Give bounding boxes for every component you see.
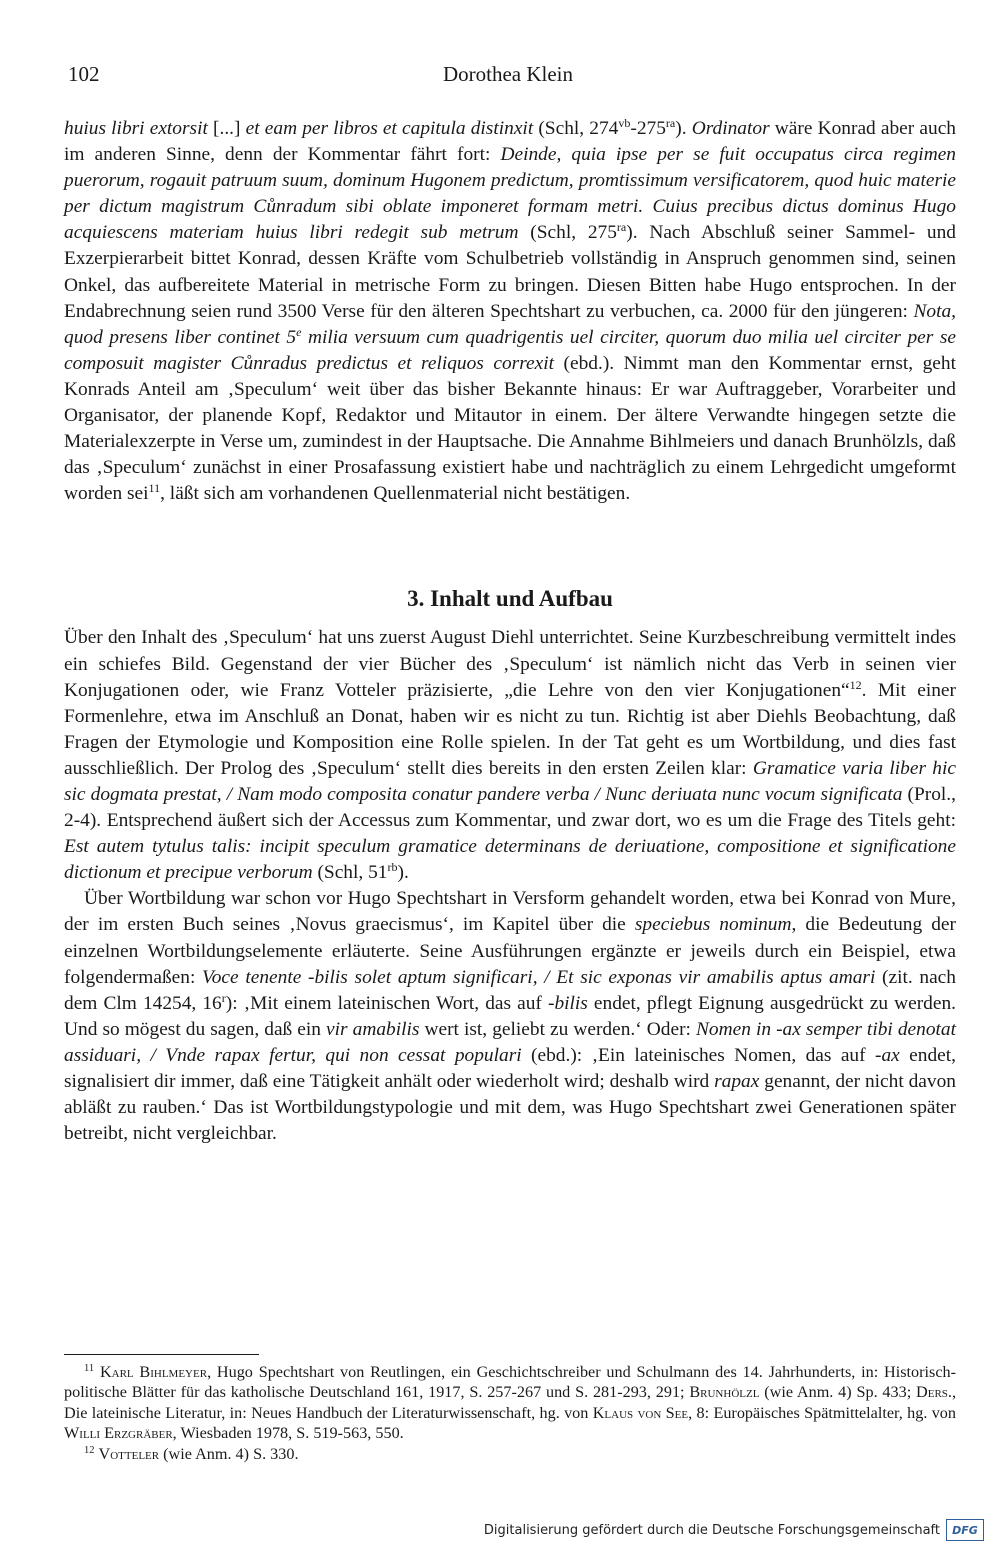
- section-heading: 3. Inhalt und Aufbau: [407, 586, 613, 612]
- footnotes: [64, 1362, 956, 1464]
- funding-text: Digitalisierung gefördert durch die Deutsche Forschungsgemeinschaft: [483, 1522, 940, 1538]
- paragraph-3: Über Wortbildung war schon vor Hugo Spechtshart in Versform gehandelt worden, etwa bei Konrad von Mure, der im ersten Buch seines ‚Novus graecismus‘, im Kapitel über die speciebus nominum, die Bedeutung der einzelnen Wortbildungselemente erläuterte. Seine Ausführungen ergänzte er jeweils durch ein Beispiel, etwa folgendermaßen: Voce tenente -bilis solet aptum significari, / Et sic exponas vir amabilis aptus amari (zit. nach dem Clm 14254, 16$^r$): ‚Mit einem lateinischen Wort, das auf -bilis endet, pflegt Eignung ausgedrückt zu werden. Und so mögest du sagen, daß ein vir amabilis wert ist, geliebt zu werden.‘ Oder: Nomen in -ax semper tibi denotat assiduari, / Vnde rapax fertur, qui non cessat populari (ebd.): ‚Ein lateinisches Nomen, das auf -ax endet, signalisiert dir immer, daß eine Tätigkeit anhält oder wiederholt wird; deshalb wird rapax genannt, der nicht davon abläßt zu rauben.‘ Das ist Wortbildungstypologie und mit dem, was Hugo Spechtshart zwei Generationen später betreibt, nicht vergleichbar.: [64, 888, 956, 1145]
- running-head: Dorothea Klein: [442, 62, 574, 86]
- page-header: [64, 62, 952, 92]
- paragraph-1: huius libri extorsit [...] et eam per libros et capitula distinxit (Schl, $274^{vb}-275^{ra}$). Ordinator wäre Konrad aber auch im anderen Sinne, denn der Kommentar fährt fort: Deinde, quia ipse per se fuit occupatus circa regimen puerorum, rogauit patruum suum, dominum Hugonem predictum, promtissimum versificatorem, quod huic materie per dictum magistrum Cůnradum sibi oblate imponeret formam metri. Cuius precibus dictus dominus Hugo acquiescens materiam huius libri redegit sub metrum (Schl, $275^{ra}$). Nach Abschluß seiner Sammel- und Exzerpierarbeit bittet Konrad, dessen Kräfte vom Schulbetrieb vollständig in Anspruch genommen sind, seinen Onkel, das aufbereitete Material in metrische Form zu bringen. Diesen Bitten habe Hugo entsprochen. In der Endabrechnung seien rund 3500 Verse für den älteren Spechtshart zu verbuchen, ca. 2000 für den jüngeren: Nota, quod presens liber continet 5e milia versuum cum quadrigentis uel circiter, quorum duo milia uel circiter per se composuit magister Cůnradus predictus et reliquos correxit (ebd.). Nimmt man den Kommentar ernst, geht Konrads Anteil am ‚Speculum‘ weit über das bisher Bekannte hinaus: Er war Auftraggeber, Vorarbeiter und Organisator, der planende Kopf, Redaktor und Mitautor in einem. Der ältere Verwandte hingegen setzte die Materialexzerpte in Verse um, zumindest in der Hauptsache. Die Annahme Bihlmeiers und danach Brunhölzls, daß das ‚Speculum‘ zunächst in einer Prosafassung existiert habe und nachträglich zu einem Lehrgedicht umgeformt worden sei$^{11}$, läßt sich am vorhandenen Quellenmaterial nicht bestätigen.: [64, 116, 957, 505]
- dfg-logo: DFG: [946, 1519, 984, 1541]
- footnote-11: $^{11}$ Karl Bihlmeyer, Hugo Spechtshart von Reutlingen, ein Geschichtschreiber und Schulmann des 14. Jahrhunderts, in: Historisch-politische Blätter für das katholische Deutschland 161, 1917, S. 257-267 und S. 281-293, 291; Brunhölzl (wie Anm. 4) Sp. 433; Ders., Die lateinische Literatur, in: Neues Handbuch der Literaturwissenschaft, hg. von Klaus von See, 8: Europäisches Spätmittelalter, hg. von Willi Erzgräber, Wiesbaden 1978, S. 519-563, 550.: [64, 1363, 956, 1443]
- footnote-12: $^{12}$ Votteler (wie Anm. 4) S. 330.: [84, 1444, 299, 1463]
- dfg-footer: [484, 1518, 984, 1542]
- footnote-rule: [64, 1354, 259, 1355]
- footnote-11-mark: 11: [84, 1363, 95, 1374]
- body-text: [64, 116, 956, 1147]
- paragraph-2: Über den Inhalt des ‚Speculum‘ hat uns zuerst August Diehl unterrichtet. Seine Kurzbeschreibung vermittelt indes ein schiefes Bild. Gegenstand der vier Bücher des ‚Speculum‘ ist nämlich nicht das Verb in seinen vier Konjugationen oder, wie Franz Votteler präzisierte, „die Lehre von den vier Konjugationen“$^{12}$. Mit einer Formenlehre, etwa im Anschluß an Donat, haben wir es nicht zu tun. Richtig ist aber Diehls Beobachtung, daß Fragen der Etymologie und Komposition eine Rolle spielen. In der Tat geht es um Wortbildung, und dies fast ausschließlich. Der Prolog des ‚Speculum‘ stellt dies bereits in den ersten Zeilen klar: Gramatice varia liber hic sic dogmata prestat, / Nam modo composita conatur pandere verba / Nunc deriuata nunc vocum significata (Prol., 2-4). Entsprechend äußert sich der Accessus zum Kommentar, und zwar dort, wo es um die Frage des Titels geht: Est autem tytulus talis: incipit speculum gramatice determinans de deriuatione, compositione et significatione dictionum et precipue verborum (Schl, $51^{rb}$).: [64, 627, 956, 884]
- footnote-12-mark: 12: [84, 1444, 95, 1456]
- page-number: 102: [68, 62, 100, 86]
